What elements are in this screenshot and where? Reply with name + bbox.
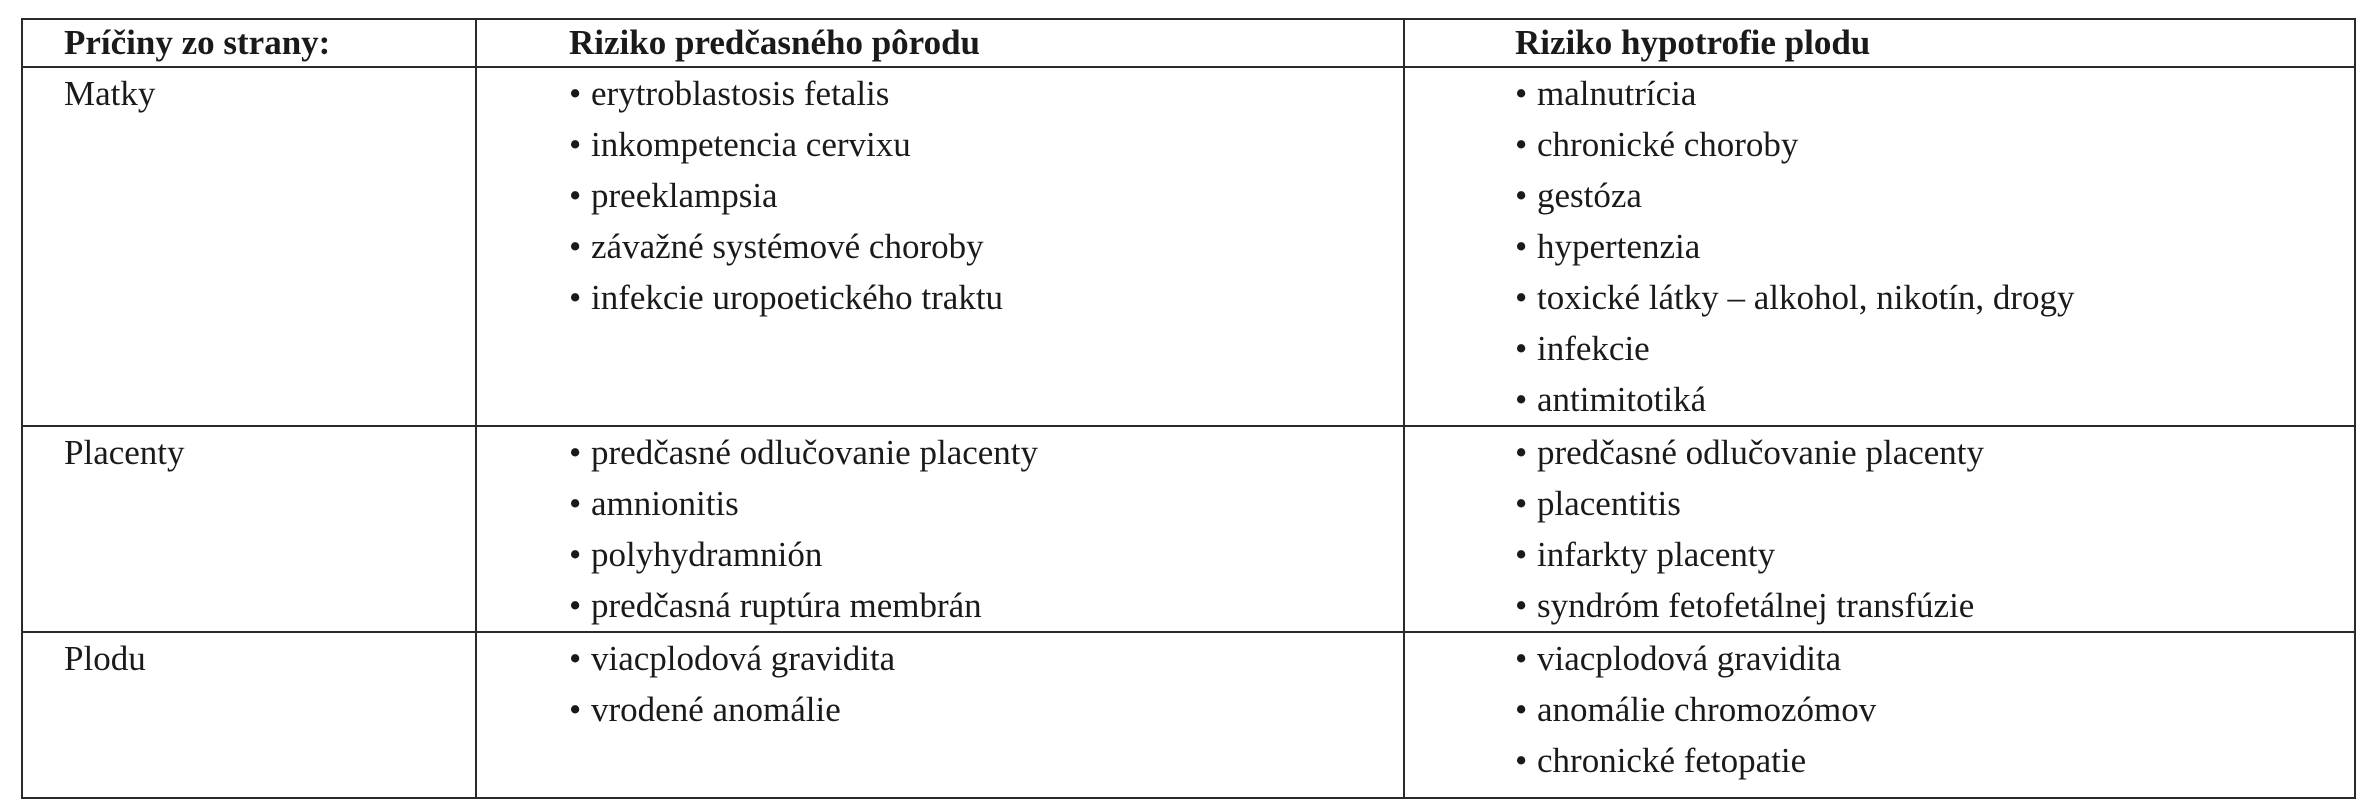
list-item-text: gestóza bbox=[1537, 176, 1642, 215]
list-item-text: predčasná ruptúra membrán bbox=[591, 586, 982, 625]
preterm-cell bbox=[476, 426, 1404, 632]
list-item-text: viacplodová gravidita bbox=[1537, 639, 1842, 678]
list-item bbox=[569, 478, 1403, 529]
bullet-icon: • bbox=[1515, 74, 1528, 113]
risk-table bbox=[21, 18, 2356, 799]
list-item bbox=[1515, 427, 2354, 478]
list-item-text: antimitotiká bbox=[1537, 380, 1707, 419]
list-item-text: vrodené anomálie bbox=[591, 690, 841, 729]
list-item-text: infekcie uropoetického traktu bbox=[591, 278, 1004, 317]
list-item-text: závažné systémové choroby bbox=[591, 227, 984, 266]
bullet-icon: • bbox=[1515, 433, 1528, 472]
cause-cell bbox=[22, 632, 476, 798]
bullet-icon: • bbox=[569, 433, 582, 472]
list-item-text: amnionitis bbox=[591, 484, 739, 523]
bullet-icon: • bbox=[569, 278, 582, 317]
list-item bbox=[1515, 478, 2354, 529]
cause-label: Placenty bbox=[64, 433, 185, 472]
cause-label: Matky bbox=[64, 74, 156, 113]
bullet-icon: • bbox=[1515, 586, 1528, 625]
bullet-icon: • bbox=[1515, 380, 1528, 419]
hypotrophy-cell bbox=[1404, 67, 2355, 426]
list-item bbox=[1515, 323, 2354, 374]
list-item bbox=[569, 272, 1403, 323]
bullet-icon: • bbox=[1515, 690, 1528, 729]
list-item bbox=[569, 119, 1403, 170]
list-item bbox=[569, 580, 1403, 631]
list-item-text: erytroblastosis fetalis bbox=[591, 74, 890, 113]
risk-table-container bbox=[21, 18, 2354, 786]
list-item bbox=[1515, 119, 2354, 170]
list-item bbox=[569, 170, 1403, 221]
list-item-text: malnutrícia bbox=[1537, 74, 1697, 113]
bullet-icon: • bbox=[569, 176, 582, 215]
list-item-text: predčasné odlučovanie placenty bbox=[1537, 433, 1985, 472]
cause-cell bbox=[22, 426, 476, 632]
bullet-icon: • bbox=[1515, 329, 1528, 368]
cause-label: Plodu bbox=[64, 639, 146, 678]
list-item bbox=[1515, 68, 2354, 119]
list-item bbox=[1515, 735, 2354, 786]
header-causes-label: Príčiny zo strany: bbox=[64, 23, 331, 62]
list-item-text: polyhydramnión bbox=[591, 535, 823, 574]
preterm-list bbox=[569, 427, 1403, 631]
list-item bbox=[569, 427, 1403, 478]
list-item bbox=[569, 68, 1403, 119]
list-item bbox=[569, 633, 1403, 684]
list-item-text: viacplodová gravidita bbox=[591, 639, 896, 678]
bullet-icon: • bbox=[569, 639, 582, 678]
table-row bbox=[22, 426, 2355, 632]
bullet-icon: • bbox=[1515, 176, 1528, 215]
list-item bbox=[1515, 221, 2354, 272]
table-row bbox=[22, 67, 2355, 426]
list-item-text: placentitis bbox=[1537, 484, 1681, 523]
list-item-text: chronické fetopatie bbox=[1537, 741, 1807, 780]
list-item-text: predčasné odlučovanie placenty bbox=[591, 433, 1039, 472]
bullet-icon: • bbox=[569, 74, 582, 113]
hypotrophy-list bbox=[1515, 427, 2354, 631]
header-hypotrophy-risk-label: Riziko hypotrofie plodu bbox=[1515, 23, 1871, 62]
header-hypotrophy-risk bbox=[1404, 19, 2355, 67]
list-item-text: infarkty placenty bbox=[1537, 535, 1776, 574]
list-item-text: infekcie bbox=[1537, 329, 1650, 368]
header-preterm-risk bbox=[476, 19, 1404, 67]
bullet-icon: • bbox=[1515, 639, 1528, 678]
list-item-text: inkompetencia cervixu bbox=[591, 125, 911, 164]
list-item-text: preeklampsia bbox=[591, 176, 778, 215]
preterm-cell bbox=[476, 632, 1404, 798]
bullet-icon: • bbox=[1515, 535, 1528, 574]
preterm-cell bbox=[476, 67, 1404, 426]
list-item bbox=[1515, 374, 2354, 425]
bullet-icon: • bbox=[569, 484, 582, 523]
bullet-icon: • bbox=[569, 227, 582, 266]
bullet-icon: • bbox=[1515, 125, 1528, 164]
list-item-text: hypertenzia bbox=[1537, 227, 1701, 266]
hypotrophy-cell bbox=[1404, 426, 2355, 632]
list-item-text: toxické látky – alkohol, nikotín, drogy bbox=[1537, 278, 2075, 317]
list-item-text: syndróm fetofetálnej transfúzie bbox=[1537, 586, 1975, 625]
list-item bbox=[1515, 684, 2354, 735]
list-item bbox=[569, 684, 1403, 735]
list-item bbox=[1515, 633, 2354, 684]
bullet-icon: • bbox=[569, 690, 582, 729]
list-item bbox=[569, 529, 1403, 580]
preterm-list bbox=[569, 633, 1403, 735]
list-item bbox=[569, 221, 1403, 272]
list-item-text: chronické choroby bbox=[1537, 125, 1799, 164]
list-item bbox=[1515, 170, 2354, 221]
list-item bbox=[1515, 529, 2354, 580]
bullet-icon: • bbox=[569, 535, 582, 574]
table-row bbox=[22, 632, 2355, 798]
header-row bbox=[22, 19, 2355, 67]
preterm-list bbox=[569, 68, 1403, 323]
bullet-icon: • bbox=[1515, 741, 1528, 780]
bullet-icon: • bbox=[1515, 227, 1528, 266]
header-causes bbox=[22, 19, 476, 67]
bullet-icon: • bbox=[1515, 278, 1528, 317]
header-preterm-risk-label: Riziko predčasného pôrodu bbox=[569, 23, 981, 62]
list-item-text: anomálie chromozómov bbox=[1537, 690, 1877, 729]
list-item bbox=[1515, 580, 2354, 631]
hypotrophy-list bbox=[1515, 633, 2354, 786]
cause-cell bbox=[22, 67, 476, 426]
bullet-icon: • bbox=[1515, 484, 1528, 523]
hypotrophy-list bbox=[1515, 68, 2354, 425]
list-item bbox=[1515, 272, 2354, 323]
hypotrophy-cell bbox=[1404, 632, 2355, 798]
bullet-icon: • bbox=[569, 125, 582, 164]
bullet-icon: • bbox=[569, 586, 582, 625]
